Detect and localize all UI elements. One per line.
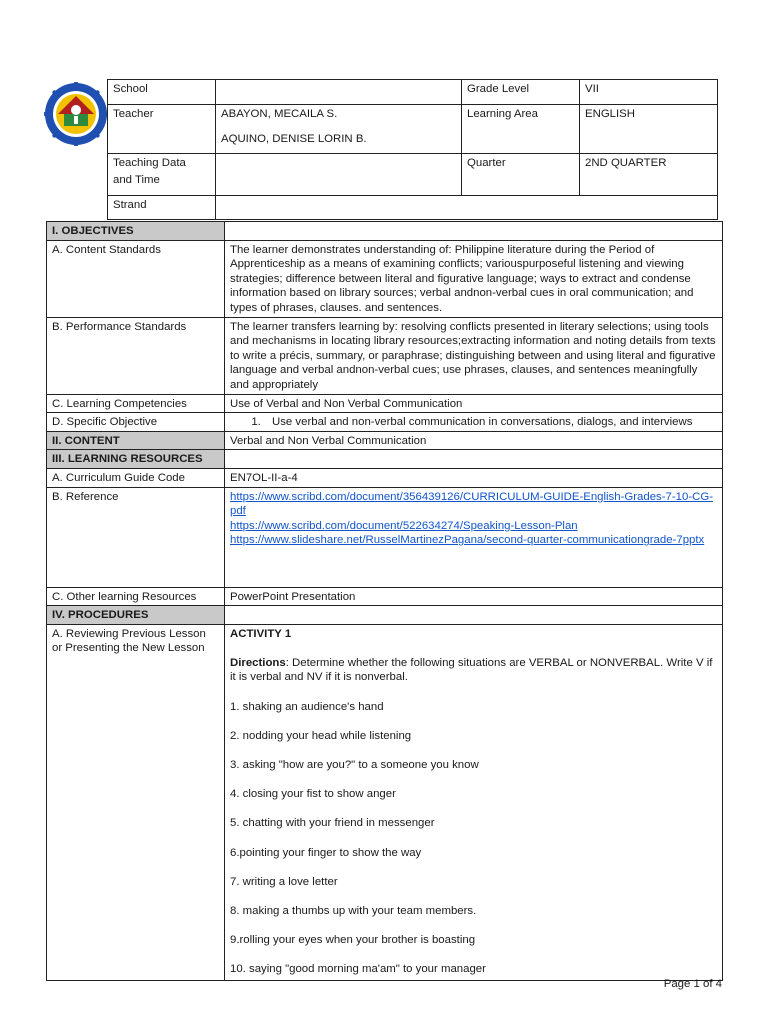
- lesson-plan-table: [46, 221, 723, 981]
- specific-objective-label: D. Specific Objective: [47, 413, 225, 432]
- learning-competencies-label: C. Learning Competencies: [47, 394, 225, 413]
- other-resources-value: PowerPoint Presentation: [225, 587, 723, 606]
- directions: [230, 656, 717, 685]
- grade-level-value: VII: [580, 80, 718, 105]
- specific-objective-item: 1. Use verbal and non-verbal communication in conversations, dialogs, and interviews: [264, 415, 717, 430]
- school-label: School: [108, 80, 216, 105]
- teaching-date-label-line1: Teaching Data: [113, 157, 186, 169]
- teaching-date-label: [108, 154, 216, 196]
- resources-section-row: [47, 450, 723, 469]
- activity-item: 2. nodding your head while listening: [230, 729, 412, 742]
- procedures-section-row: [47, 606, 723, 625]
- activity-item: 1. shaking an audience's hand: [230, 700, 384, 713]
- reference-label: B. Reference: [47, 487, 225, 587]
- school-value: [216, 80, 462, 105]
- content-section-row: [47, 431, 723, 450]
- performance-standards-row: [47, 317, 723, 394]
- content-value: Verbal and Non Verbal Communication: [225, 431, 723, 450]
- activity-cell: [225, 624, 723, 980]
- content-heading: II. CONTENT: [47, 431, 225, 450]
- learning-area-label: Learning Area: [462, 105, 580, 154]
- content-standards-row: [47, 240, 723, 317]
- learning-resources-heading: III. LEARNING RESOURCES: [47, 450, 225, 469]
- page-number: Page 1 of 4: [663, 978, 722, 990]
- other-resources-row: [47, 587, 723, 606]
- learning-area-value: ENGLISH: [580, 105, 718, 154]
- teaching-date-label-line2: and Time: [113, 173, 160, 186]
- strand-label: Strand: [108, 196, 216, 220]
- curriculum-guide-code: EN7OL-II-a-4: [225, 468, 723, 487]
- specific-objective-list: [230, 415, 717, 430]
- header-info-table: [107, 79, 718, 220]
- reference-row: [47, 487, 723, 587]
- reference-link-1[interactable]: https://www.scribd.com/document/356439126/CURRICULUM-GUIDE-English-Grades-7-10-CG-pdf: [230, 490, 714, 518]
- activity-item: 10. saying "good morning ma'am" to your manager: [230, 963, 486, 976]
- performance-standards-text: The learner transfers learning by: resolving conflicts presented in literary selections; using tools and mechanisms in locating library resources;extracting information and noting details from texts to write a précis, summary, or paraphrase; distinguishing between and using literal and figurative language and verbal andnon-verbal cues; use phrases, clauses, and sentences meaningfully and appropriately: [225, 317, 723, 394]
- grade-level-label: Grade Level: [462, 80, 580, 105]
- activity-item: 5. chatting with your friend in messenger: [230, 817, 435, 830]
- curriculum-guide-label: A. Curriculum Guide Code: [47, 468, 225, 487]
- teacher-name-1: ABAYON, MECAILA S.: [221, 108, 338, 120]
- review-lesson-row: [47, 624, 723, 980]
- teacher-value: [216, 105, 462, 154]
- learning-competencies-text: Use of Verbal and Non Verbal Communication: [225, 394, 723, 413]
- teacher-label: Teacher: [108, 105, 216, 154]
- quarter-label: Quarter: [462, 154, 580, 196]
- activity-item: 3. asking "how are you?" to a someone you know: [230, 759, 479, 772]
- procedures-heading: IV. PROCEDURES: [47, 606, 225, 625]
- other-resources-label: C. Other learning Resources: [47, 587, 225, 606]
- activity-item: 9.rolling your eyes when your brother is boasting: [230, 934, 476, 947]
- performance-standards-label: B. Performance Standards: [47, 317, 225, 394]
- teaching-date-value: [216, 154, 462, 196]
- curriculum-guide-row: [47, 468, 723, 487]
- activity-item: 8. making a thumbs up with your team members.: [230, 904, 477, 917]
- teacher-name-2: AQUINO, DENISE LORIN B.: [221, 132, 367, 145]
- learning-competencies-row: [47, 394, 723, 413]
- school-seal-logo: [44, 82, 108, 146]
- review-lesson-label: A. Reviewing Previous Lesson or Presenting the New Lesson: [47, 624, 225, 980]
- reference-link-2[interactable]: https://www.scribd.com/document/522634274/Speaking-Lesson-Plan: [230, 519, 578, 532]
- quarter-value: 2ND QUARTER: [580, 154, 718, 196]
- reference-link-3[interactable]: https://www.slideshare.net/RusselMartinezPagana/second-quarter-communicationgrade-7pptx: [230, 534, 705, 547]
- content-standards-text: The learner demonstrates understanding of: Philippine literature during the Period of Apprenticeship as a means of examining conflicts; variouspurposeful listening and viewing strategies; difference between literal and figurative language; ways to extract and condense information based on library sources; verbal andnon-verbal cues in oral communication; and types of phrases, clauses. and sentences.: [225, 240, 723, 317]
- activity-title: ACTIVITY 1: [230, 627, 292, 640]
- activity-item: 4. closing your fist to show anger: [230, 788, 396, 801]
- objectives-section-row: [47, 222, 723, 241]
- objectives-heading: I. OBJECTIVES: [47, 222, 225, 241]
- directions-text: : Determine whether the following situations are VERBAL or NONVERBAL. Write V if it is verbal and NV if it is nonverbal.: [230, 656, 713, 684]
- activity-item: 7. writing a love letter: [230, 875, 338, 888]
- strand-value: [216, 196, 718, 220]
- specific-objective-row: [47, 413, 723, 432]
- activity-item: 6.pointing your finger to show the way: [230, 846, 422, 859]
- content-standards-label: A. Content Standards: [47, 240, 225, 317]
- directions-label: Directions: [230, 656, 286, 669]
